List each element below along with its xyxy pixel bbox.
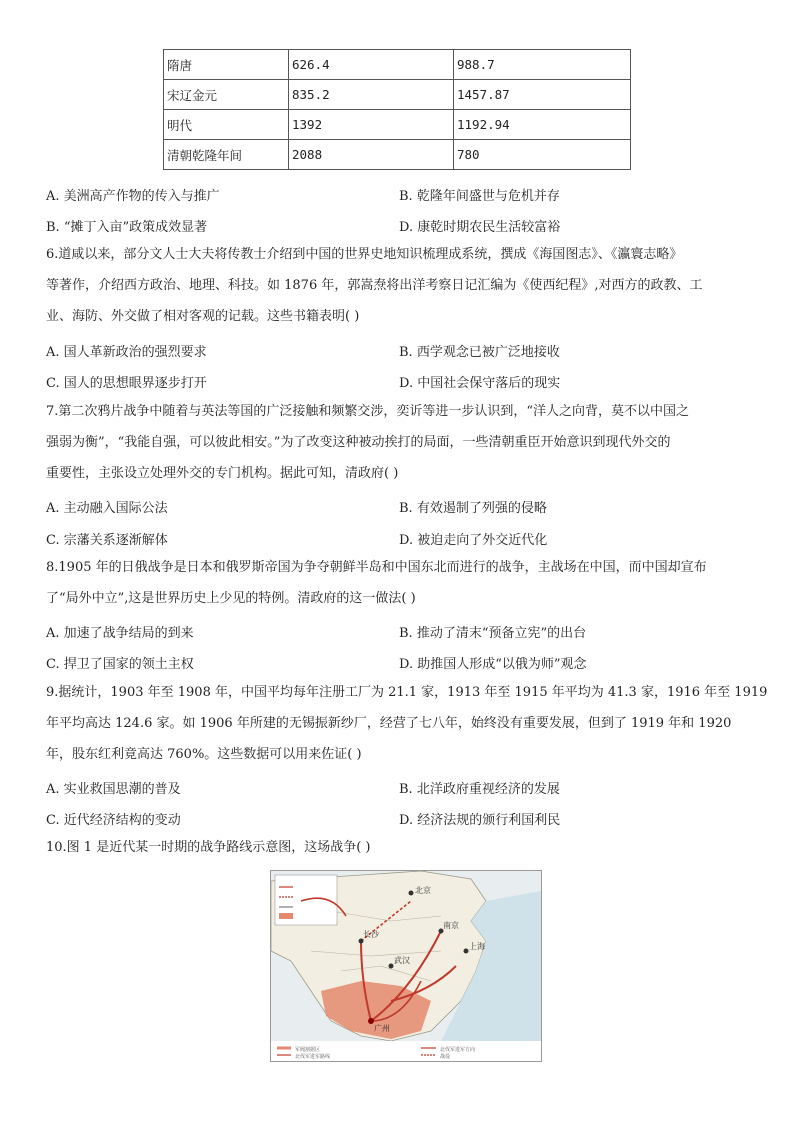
svg-text:武汉: 武汉 (394, 956, 410, 965)
svg-text:上海: 上海 (469, 942, 485, 951)
svg-text:长沙: 长沙 (363, 930, 379, 939)
q5-option-b: B. 乾隆年间盛世与危机并存 (399, 189, 560, 204)
q9-stem-line-3: 年，股东红利竟高达 760%。这些数据可以用来佐证( ) (46, 747, 362, 762)
table-cell: 988.7 (454, 50, 631, 80)
table-row (164, 110, 631, 140)
q6-stem-line-2: 等著作，介绍西方政治、地理、科技。如 1876 年，郭嵩焘将出洋考察日记汇编为《使西纪程》,对西方的政教、工 (46, 278, 703, 293)
q8-option-a: A. 加速了战争结局的到来 (46, 626, 194, 641)
svg-text:战役: 战役 (440, 1054, 451, 1060)
table-cell: 835.2 (289, 80, 454, 110)
q7-option-b: B. 有效遏制了列强的侵略 (399, 501, 547, 516)
svg-text:北京: 北京 (415, 886, 431, 895)
q6-option-d: D. 中国社会保守落后的现实 (399, 376, 561, 391)
svg-text:南京: 南京 (443, 921, 459, 930)
q7-option-a: A. 主动融入国际公法 (46, 501, 168, 516)
data-table (163, 49, 631, 170)
q8-option-b: B. 推动了清末“预备立宪”的出台 (399, 626, 587, 641)
q9-option-c: C. 近代经济结构的变动 (46, 813, 181, 828)
q7-stem-line-3: 重要性，主张设立处理外交的专门机构。据此可知，清政府( ) (46, 466, 399, 481)
table-cell: 626.4 (289, 50, 454, 80)
q7-stem-line-2: 强弱为衡”，“我能自强，可以彼此相安。”为了改变这种被动挨打的局面，一些清朝重臣开始意识到现代外交的 (46, 435, 671, 450)
q9-option-d: D. 经济法规的颁行利国利民 (399, 813, 561, 828)
q7-option-c: C. 宗藩关系逐渐解体 (46, 533, 168, 548)
q7-option-d: D. 被迫走向了外交近代化 (399, 533, 548, 548)
q8-stem-line-2: 了“局外中立”,这是世界历史上少见的特例。清政府的这一做法( ) (46, 591, 416, 606)
q6-stem-line-1: 6.道咸以来，部分文人士大夫将传教士介绍到中国的世界史地知识梳理成系统，撰成《海国图志》、《瀛寰志略》 (46, 247, 683, 262)
table-cell: 明代 (164, 110, 289, 140)
table-row (164, 140, 631, 170)
svg-text:北伐军进军路线: 北伐军进军路线 (295, 1054, 331, 1060)
q8-option-c: C. 捍卫了国家的领土主权 (46, 657, 194, 672)
table-cell: 1192.94 (454, 110, 631, 140)
q10-stem-line-1: 10.图 1 是近代某一时期的战争路线示意图，这场战争( ) (46, 840, 371, 855)
q9-stem-line-2: 年平均高达 124.6 家。如 1906 年所建的无锡振新纱厂，经营了七八年，始终没有重要发展，但到了 1919 年和 1920 (46, 716, 732, 731)
table-cell: 1392 (289, 110, 454, 140)
q9-option-b: B. 北洋政府重视经济的发展 (399, 782, 560, 797)
q8-option-d: D. 助推国人形成“以俄为师”观念 (399, 657, 587, 672)
svg-text:军阀割据区: 军阀割据区 (295, 1047, 321, 1053)
table-cell: 1457.87 (454, 80, 631, 110)
q6-stem-line-3: 业、海防、外交做了相对客观的记载。这些书籍表明( ) (46, 309, 360, 324)
q7-stem-line-1: 7.第二次鸦片战争中随着与英法等国的广泛接触和频繁交涉，奕䜣等进一步认识到，“洋人之向背，莫不以中国之 (46, 404, 690, 419)
q6-option-a: A. 国人革新政治的强烈要求 (46, 345, 207, 360)
svg-text:北伐军进军方向: 北伐军进军方向 (440, 1047, 476, 1053)
table-cell: 宋辽金元 (164, 80, 289, 110)
q5-option-a: A. 美洲高产作物的传入与推广 (46, 189, 220, 204)
table-cell: 2088 (289, 140, 454, 170)
table-cell: 隋唐 (164, 50, 289, 80)
q5-option-d: D. 康乾时期农民生活较富裕 (399, 220, 561, 235)
war-route-map (270, 870, 542, 1062)
table-row (164, 80, 631, 110)
svg-text:广州: 广州 (374, 1024, 390, 1033)
table-cell: 780 (454, 140, 631, 170)
map-svg (271, 871, 541, 1061)
table-cell: 清朝乾隆年间 (164, 140, 289, 170)
q5-option-c: B. “摊丁入亩”政策成效显著 (46, 220, 208, 235)
q9-option-a: A. 实业救国思潮的普及 (46, 782, 181, 797)
table-row (164, 50, 631, 80)
q8-stem-line-1: 8.1905 年的日俄战争是日本和俄罗斯帝国为争夺朝鲜半岛和中国东北而进行的战争，主战场在中国，而中国却宣布 (46, 560, 707, 575)
q6-option-c: C. 国人的思想眼界逐步打开 (46, 376, 207, 391)
q6-option-b: B. 西学观念已被广泛地接收 (399, 345, 560, 360)
q9-stem-line-1: 9.据统计，1903 年至 1908 年，中国平均每年注册工厂为 21.1 家，1913 年至 1915 年平均为 41.3 家，1916 年至 1919 (46, 685, 768, 700)
